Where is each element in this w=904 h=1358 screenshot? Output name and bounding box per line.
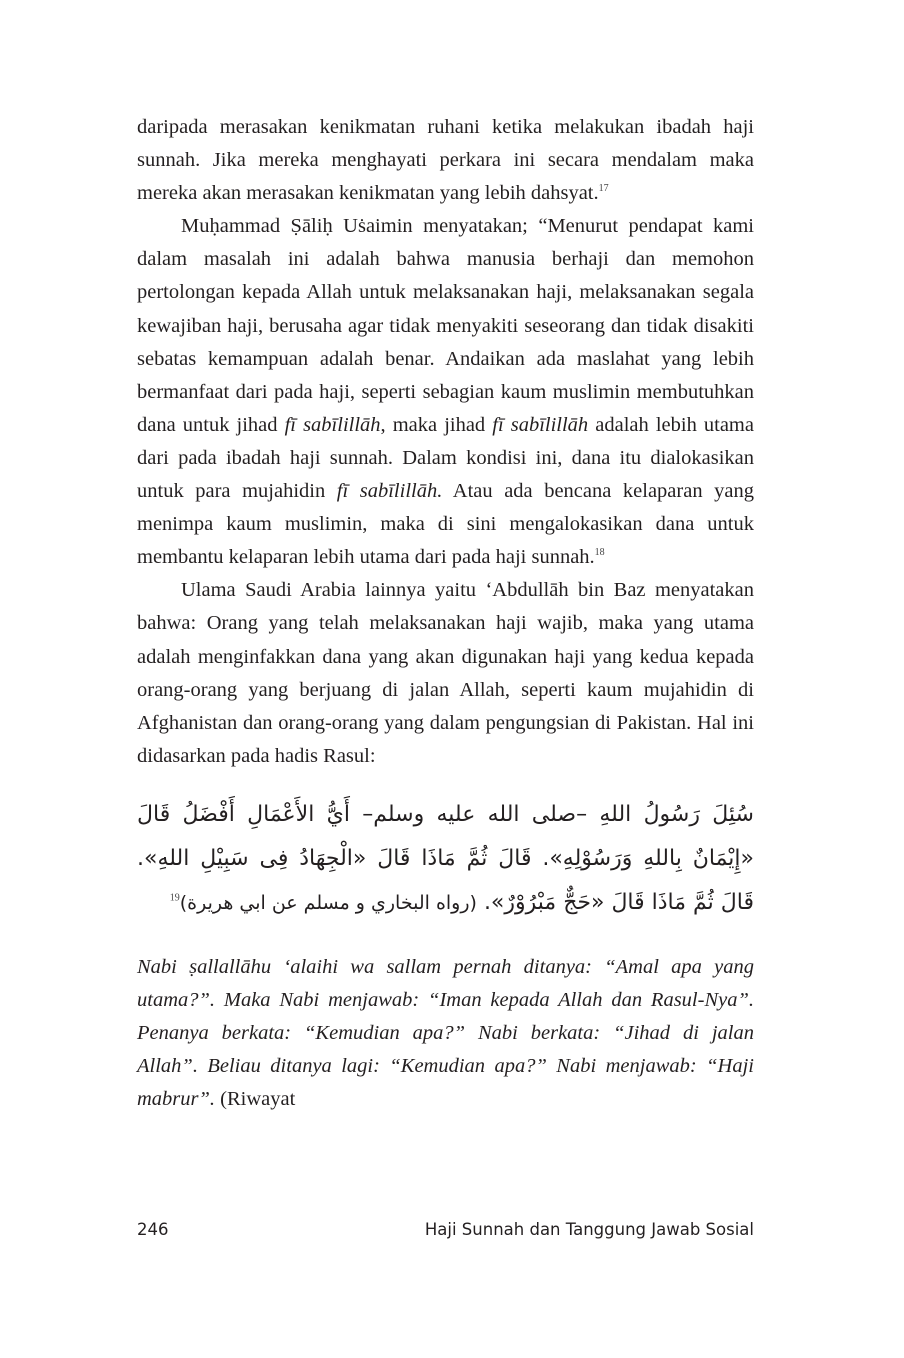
paragraph-continuation (137, 111, 754, 210)
paragraph-text: , maka jihad (380, 413, 493, 436)
paragraph-text: daripada merasakan kenikmatan ruhani ketika melakukan ibadah haji sunnah. Jika mereka menghayati perkara ini secara mendalam maka mereka akan merasakan kenikmatan yang lebih dahsyat. (137, 116, 754, 205)
italic-term: fī sabīlillāh. (336, 480, 443, 503)
footnote-ref-18[interactable]: 18 (594, 547, 605, 559)
hadith-arabic-text: سُئِلَ رَسُولُ اللهِ –صلى الله عليه وسلم– أَيُّ الأَعْمَالِ أَفْضَلُ قَالَ «إِيْمَانٌ بِاللهِ وَرَسُوْلِهِ». قَالَ ثُمَّ مَاذَا قَالَ «الْجِهَادُ فِى سَبِيْلِ اللهِ». قَالَ ثُمَّ مَاذَا قَالَ «حَجٌّ مَبْرُوْرٌ». (137, 801, 754, 915)
italic-term: fī sabīlillāh (284, 413, 381, 436)
paragraph-text: Ulama Saudi Arabia lainnya yaitu ‘Abdullāh bin Baz menyatakan bahwa: Orang yang telah melaksanakan haji wajib, maka yang utama adalah menginfakkan dana yang akan digunakan haji yang kedua kepada orang-orang yang berjuang di jalan Allah, seperti kaum mujahidin di Afghanistan dan orang-orang yang dalam pengungsian di Pakistan. Hal ini didasarkan pada hadis Rasul: (137, 579, 754, 767)
hadith-arabic (137, 793, 754, 925)
running-title: Haji Sunnah dan Tanggung Jawab Sosial (424, 1220, 754, 1239)
italic-term: fī sabīlillāh (492, 413, 589, 436)
hadith-reference: (رواه البخاري و مسلم عن ابي هريرة) (179, 891, 477, 914)
paragraph-text: Atau ada bencana kelaparan yang menimpa kaum muslimin, maka di sini mengalokasikan dana untuk membantu kelaparan lebih utama dari pada haji sunnah. (137, 480, 754, 569)
text-block (137, 111, 754, 1116)
footnote-ref-17[interactable]: 17 (598, 183, 609, 195)
paragraph-usaimin (137, 210, 754, 574)
hadith-translation (137, 951, 754, 1116)
page-number: 246 (137, 1220, 169, 1239)
translation-italic-text: Nabi ṣallallāhu ‘alaihi wa sallam pernah ditanya: “Amal apa yang utama?”. Maka Nabi menjawab: “Iman kepada Allah dan Rasul-Nya”. Penanya berkata: “Kemudian apa?” Nabi berkata: “Jihad di jalan Allah”. Beliau ditanya lagi: “Kemudian apa?” Nabi menjawab: “Haji mabrur”. (137, 955, 754, 1110)
paragraph-bin-baz (137, 574, 754, 773)
footnote-ref-19[interactable]: 19 (169, 892, 180, 904)
paragraph-text: adalah lebih utama dari pada ibadah haji sunnah. Dalam kondisi ini, dana itu dialokasikan untuk para mujahidin (137, 413, 754, 503)
paragraph-text: Muḥammad Ṣāliḥ Uṡaimin menyatakan; “Menurut pendapat kami dalam masalah ini adalah bahwa manusia berhaji dan memohon pertolongan kepada Allah untuk melaksanakan haji, melaksanakan segala kewajiban haji, berusaha agar tidak menyakiti seseorang dan tidak disakiti sebatas kemampuan adalah benar. Andaikan ada maslahat yang lebih bermanfaat dari pada haji, seperti sebagian kaum muslimin membutuhkan dana untuk jihad (137, 215, 754, 436)
translation-plain-text: (Riwayat (220, 1087, 296, 1110)
